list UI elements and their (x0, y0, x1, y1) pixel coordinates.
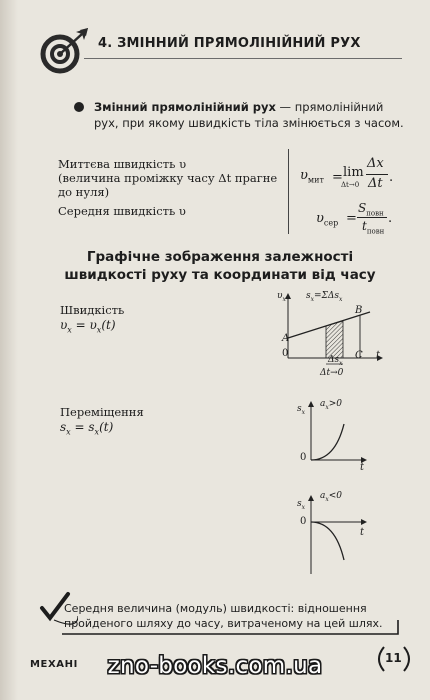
g1-ylabel: $\upsilon_x$ (277, 291, 286, 303)
footer-section: МЕХАНІ (30, 659, 78, 670)
average-velocity-lhs: $\upsilon_{сер}$ (316, 211, 339, 228)
g3-condition: $a_x<0$ (320, 491, 343, 503)
g1-origin: 0 (282, 348, 289, 359)
bullet-icon (74, 102, 84, 112)
average-denominator: $t_{повн}$ (362, 219, 385, 236)
fraction-numerator: Δx (367, 156, 384, 171)
definition-text: — прямолінійний рух, при якому швидкість тіла змінюється з часом. (94, 100, 404, 130)
definition (94, 99, 404, 131)
note-bracket (58, 620, 408, 642)
displacement-label: Переміщення (60, 405, 144, 419)
g1-point-a: A (282, 333, 290, 344)
g3-origin: 0 (300, 516, 307, 527)
g2-t-label: t (360, 462, 365, 473)
formula-divider (288, 149, 289, 234)
g3-curve (311, 522, 344, 560)
instant-velocity-note: (величина проміжку часу Δt прагне до нуля) (58, 171, 278, 199)
fraction-denominator: Δt (368, 176, 383, 191)
section-title: Графічне зображення залежності швидкості руху та координати від часу (64, 249, 376, 283)
target-arrow-icon (36, 26, 92, 78)
displacement-formula: $s_x = s_x(t)$ (60, 420, 114, 437)
average-numerator: $S_{повн}$ (358, 201, 384, 218)
average-fraction-bar (357, 217, 387, 218)
g2-origin: 0 (300, 452, 307, 463)
chapter-title: 4. ЗМІННИЙ ПРЯМОЛІНІЙНИЙ РУХ (98, 36, 361, 51)
lim-word: lim (343, 165, 364, 180)
lim-sub: Δt→0 (341, 181, 360, 189)
g1-area-strip (326, 321, 343, 358)
g1-point-c: C (355, 350, 363, 361)
average-velocity-label: Середня швидкість υ (58, 204, 186, 218)
g2-curve (311, 424, 344, 460)
title-underline (84, 58, 402, 59)
g1-ds-label: $\Delta s_x$ (328, 355, 343, 367)
textbook-page: 4. ЗМІННИЙ ПРЯМОЛІНІЙНИЙ РУХ Змінний прямолінійний рух — прямолінійний рух, при якому швидкість тіла змінюється з часом. Миттєва швидкість υ (величина проміжку часу Δt прагне до нуля) Середня швидкість υ $\upsilon_{мит}$ = lim Δt→0 Δx Δt . $\upsilon_{сер}$ = $S_{повн}$ $t_{повн}$ . Графічне зображення залежності швидкості руху та координати від часу Швидкість $\upsilon_x = \upsilon_x(t)$ Переміщення $s_x = s_x(t)$ $\upsilon_x$ $s_x=\Sigma\Delta s_x$ A B C 0 t $\Delta s_x$ Δt→0 $s_x$ $a_x>0$ 0 t $s_x$ $a_x<0$ 0 t Середня величина (модуль) швидкості: відношення пройденого шляху до часу, витраченому на цей шлях. МЕХАНІ zno-books.com.ua 11 (0, 0, 430, 700)
speed-formula: $\upsilon_x = \upsilon_x(t)$ (60, 318, 116, 335)
g1-t-label: t (376, 350, 381, 361)
g1-point-b: B (355, 305, 363, 316)
page-fold-shadow (0, 0, 18, 700)
note-text: Середня величина (модуль) швидкості: відношення пройденого шляху до часу, витраченому на цей шлях. (64, 602, 383, 630)
watermark: zno-books.com.ua (107, 653, 323, 679)
g3-t-label: t (360, 527, 365, 538)
page-number: 11 (385, 651, 402, 665)
g2-ylabel: $s_x$ (297, 404, 306, 416)
g3-ylabel: $s_x$ (297, 499, 306, 511)
g1-dt-label: Δt→0 (320, 368, 344, 378)
instant-velocity-lhs: $\upsilon_{мит}$ (300, 168, 324, 185)
definition-term: Змінний прямолінійний рух (94, 100, 276, 114)
fraction-bar (366, 174, 388, 175)
g1-formula: $s_x=\Sigma\Delta s_x$ (306, 291, 343, 303)
instant-velocity-label: Миттєва швидкість υ (58, 157, 187, 171)
speed-label: Швидкість (60, 303, 125, 317)
g2-condition: $a_x>0$ (320, 399, 343, 411)
